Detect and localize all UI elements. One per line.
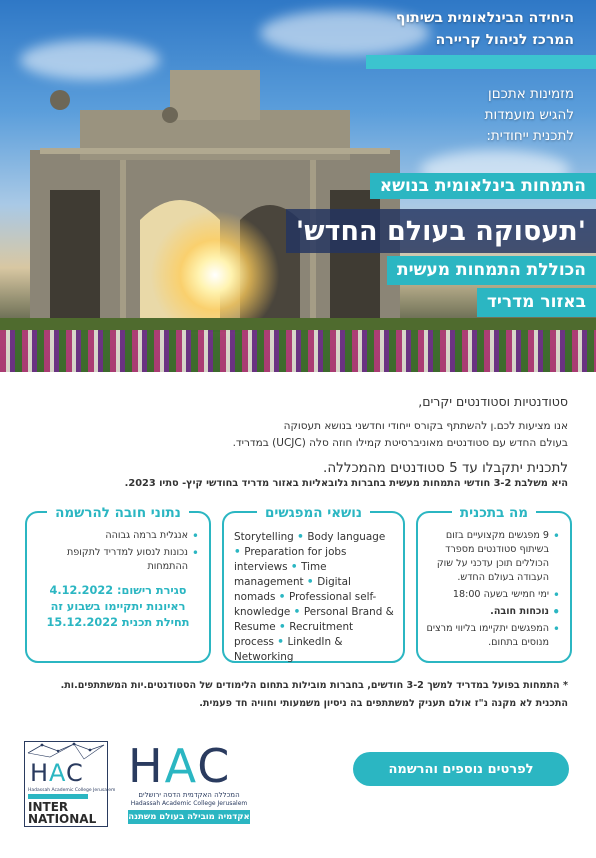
intro-paragraph [28,418,568,452]
program-list [418,513,570,650]
topics-list [224,513,403,665]
topic-item: Body language [307,531,386,543]
topic-item: LinkedIn & Networking [234,636,343,663]
footnote-1: * התמחות בפועל במדריד למשך 3-2 חודשים, בחברות מובילות בתחום הלימודים של הסטודנטים.יות המשתתפים.ות. [60,680,568,691]
flower-bed [0,330,596,372]
bullet-dot: • [278,621,290,633]
capacity-subtext: היא משלבת 3-2 חודשי התמחות מעשית בחברות גלובאליות באזור מדריד בחודשי קיץ- סתיו 2023. [124,478,568,489]
invitation-text [485,84,574,147]
intl-wordmark: INTER NATIONAL [28,800,97,826]
topics-box [222,505,405,663]
title-band-main: 'תעסוקה בעולם החדש' [286,209,596,253]
intl-logo-letters: HAC [30,759,84,787]
hero-banner [0,0,596,372]
capacity-heading: לתכנית יתקבלו עד 5 סטודנטים מהמכללה. [323,460,568,476]
intl-accent-bar [28,794,88,799]
topic-item: Recruitment process [234,621,354,648]
hac-logo-letters: HAC [128,739,232,793]
program-box [416,505,572,663]
topic-item: Time management [234,561,327,588]
registration-dates [27,583,209,631]
intro-line-1: אנו מציעות לכם.ן להשתתף בקורס ייחודי וחדשני בנושא תעסוקה [283,420,568,432]
program-item: • ימי חמישי בשעה 18:00 [426,588,560,602]
college-name-hebrew: המכללה האקדמית הדסה ירושלים [138,791,240,799]
bullet-dot: • [306,576,318,588]
intl-college-name: Hadassah Academic College Jerusalem [28,788,116,793]
bullet-dot: • [297,531,308,543]
bullet-dot: • [277,636,288,648]
college-name-english: Hadassah Academic College Jerusalem [130,800,248,807]
program-item: • 9 מפגשים מקצועיים בזום בשיתוף סטודנטים מספרד הכוללים תוכן עדכני על שוק העבודה בעולם החדש. [426,529,560,585]
greeting: סטודנטיות וסטודנטים יקרים, [418,394,568,409]
program-item: • המפגשים יתקיימו בליווי מרצים מנוסים בתחום. [426,622,560,650]
footnote-2: התכנית לא מקנה נ"ז אולם תעניק למשתתפים בה ניסיון משמעותי וחוויה חד פעמית. [199,698,568,709]
topic-item: Storytelling [234,531,294,543]
topic-item: Digital nomads [234,576,351,603]
registration-deadline: סגירת רישום: 4.12.2022 [49,584,187,597]
bullet-dot: • [234,546,245,558]
interviews-note: ראיונות יתקיימו בשבוע זה [50,600,186,613]
topic-item: Personal Brand & Resume [234,606,394,633]
requirements-box-title: נתוני חובה להרשמה [47,505,189,521]
topic-item: Preparation for jobs interviews [234,546,347,573]
program-item: • נוכחות חובה. [426,605,560,619]
invitation-line-2: להגיש מועמדות [484,107,574,123]
invitation-line-1: מזמינות אתכםן [488,86,574,102]
header-line-1: היחידה הבינלאומית בשיתוף [395,10,574,26]
program-box-title: מה בתכנית [452,505,536,521]
bullet-dot: • [290,561,302,573]
requirements-list [27,513,209,574]
topic-item: Professional self-knowledge [234,591,377,618]
title-band-4: באזור מדריד [477,288,596,317]
title-band-1: התמחות בינלאומית בנושא [370,173,596,199]
requirement-item: • נכונות לנסוע למדריד לתקופת ההתמחות [35,546,199,574]
intro-line-2: בעולם החדש עם סטודנטים מאוניברסיטת קמילו חוזה סלה (UCJC) במדריד. [232,437,568,449]
bullet-dot: • [293,606,304,618]
header-accent-bar [366,55,596,69]
invitation-line-3: לתכנית ייחודית: [486,128,574,144]
header-line-2: המרכז לניהול קריירה [435,32,574,48]
title-band-3: הכוללת התמחות מעשית [387,256,596,285]
more-info-register-button[interactable]: לפרטים נוספים והרשמה [353,752,569,786]
bullet-dot: • [278,591,290,603]
hac-international-logo [24,741,116,827]
requirements-box [25,505,211,663]
program-start: תחילת תכנית 15.12.2022 [46,616,190,629]
topics-box-title: נושאי המפגשים [257,505,370,521]
requirement-item: • אנגלית ברמה גבוהה [35,529,199,543]
college-tagline: אקדמיה מובילה בעולם משתנה [128,812,250,822]
hac-logo [128,739,250,824]
